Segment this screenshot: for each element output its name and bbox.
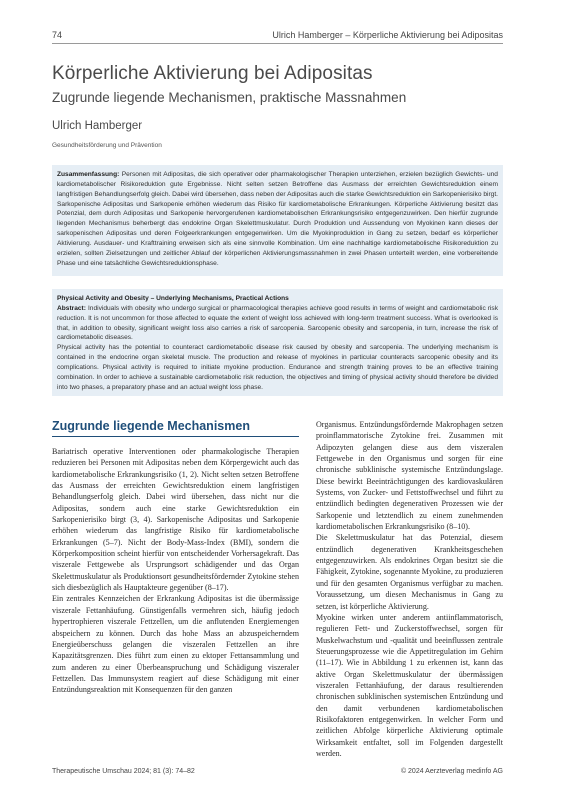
body-column-right (316, 419, 503, 771)
copyright: © 2024 Aerzteverlag medinfo AG (400, 768, 503, 775)
abstract-english-text-2: Physical activity has the potential to counteract cardiometabolic disease risk caused by obesity and sarcopenia. The underlying mechanism is contained in the endocrine organ skeletal muscle. The production and release of myokines in particular counteracts sarcopenic obesity and its complications. Physical activity is required to initiate myokine production. Endurance and strength training proves to be an effective training combination. In order to achieve a sustainable cardiometabolic risk reduction, the objectives and timing of physical activity should therefore be divided into two phases, a preparatory phase and an actual weight loss phase. (57, 344, 498, 391)
body-paragraph: Organismus. Entzündungsfördernde Makrophagen setzen proinflammatorische Zytokine frei. Zusammen mit Adipozyten gelangen diese aus dem viszeralen Fettgewebe in den Organismus und sorgen für eine chronische subklinische systemische Entzündungslage. Diese bewirkt Beeinträchtigungen des kardiovaskulären Systems, von Zucker- und Fettstoffwechsel und führt zu entzündlich bedingten degenerativen Prozessen wie der Sarkopenie und letztendlich zu einem zunehmenden kardiometabolischen Erkrankungsrisiko (8–10). (316, 420, 503, 532)
section-heading: Zugrunde liegende Mechanismen (52, 419, 250, 433)
body-paragraph: Die Skelettmuskulatur hat das Potenzial, diesem entzündlich degenerativen Krankheitsgeschehen entgegenzuwirken. Als endokrines Organ besitzt sie die Fähigkeit, Zytokine, sogenannte Myokine, zu produzieren und für den gesamten Organismus verfügbar zu machen. Voraussetzung, um diesen Mechanismus in Gang zu setzen, ist körperliche Aktivierung. (316, 533, 503, 611)
body-paragraph: Bariatrisch operative Interventionen oder pharmakologische Therapien reduzieren bei Personen mit Adipositas neben dem Körpergewicht auch das kardiometabolische Erkrankungsrisiko (1, 2). Nicht selten setzen Betroffene das Ausmass der erreichten Gewichtsreduktion einem langfristigen Behandlungserfolg gleich. Dabei wird übersehen, dass nicht nur die Adipositas, sondern auch eine starke Gewichtsreduktion ein Sarkopenierisiko birgt (3, 4). Sarkopenische Adipositas und Sarkopenie erhöhen wiederum das langfristige Risiko für kardiometabolische Erkrankungen (5–7). Nicht der Body-Mass-Index (BMI), sondern die Körperkomposition scheint hierfür von entscheidender Vorhersagekraft. Das viszerale Fettgewebe als Ursprungsort schädigender und das Organ Skelettmuskulatur als Produktionsort gesundheitsfördernder Zytokine stehen sich diesbezüglich als Hauptakteure gegenüber (8–17). (52, 447, 299, 593)
body-paragraph: Myokine wirken unter anderem antiinflammatorisch, regulieren Fett- und Zuckerstoffwechsel, sorgen für Muskelwachstum und -qualität und beeinflussen zentrale Steuerungsprozesse wie die Appetitregulation im Gehirn (11–17). Wie in Abbildung 1 zu erkennen ist, kann das aktive Organ Skelettmuskulatur der übermässigen viszeralen Fettanhäufung, der daraus resultierenden chronischen subklinischen systemischen Entzündung und den damit verbundenen kardiometabolischen Risikofaktoren entgegenwirken. In welcher Form und zeitlichen Abfolge körperliche Aktivierung optimale Wirksamkeit entfaltet, soll im Folgenden dargestellt werden. (316, 612, 503, 758)
header-rule (52, 43, 503, 44)
abstract-english-label: Abstract: (57, 304, 86, 312)
abstract-english-text: Individuals with obesity who undergo surgical or pharmacological therapies achieve good results in terms of weight and cardiometabolic risk reduction. It is not uncommon for those affected to equate the extent of weight loss achieved with long-term treatment success. What is overlooked is that, in addition to obesity, significant weight loss also carries a risk of sarcopenia. Sarcopenic obesity and sarcopenia, in turn, increase the risk of cardiometabolic diseases. (57, 304, 498, 342)
article-author: Ulrich Hamberger (52, 120, 143, 132)
abstract-english-title: Physical Activity and Obesity – Underlying Mechanisms, Practical Actions (57, 295, 289, 302)
page-number: 74 (52, 30, 63, 40)
article-title: Körperliche Aktivierung bei Adipositas (52, 63, 373, 84)
abstract-german-label: Zusammenfassung: (57, 171, 120, 178)
body-paragraph: Ein zentrales Kennzeichen der Erkrankung Adipositas ist die übermässige viszerale Fettanhäufung. Günstigenfalls vermehren sich, häufig jedoch hypertrophieren viszerale Fettzellen, um die anflutenden Energiemengen abspeichern zu können. Durch das hohe Mass an abzuspeicherndem Energieüberschuss gelangen die viszeralen Fettzellen an ihre Kapazitätsgrenzen. Dies führt zum einen zu ektoper Fettansammlung und zum anderen zu einer Überbeanspruchung und Schädigung viszeraler Fettzellen. Das Immunsystem reagiert auf diese Schädigung mit einer Entzündungsreaktion mit Konsequenzen für den ganzen (52, 594, 299, 695)
running-title: Ulrich Hamberger – Körperliche Aktivierung bei Adipositas (272, 30, 503, 40)
abstract-english (52, 289, 503, 396)
body-column-left (52, 446, 299, 776)
section-heading-rule (52, 436, 299, 437)
abstract-german (52, 165, 503, 276)
article-subtitle: Zugrunde liegende Mechanismen, praktische Massnahmen (52, 90, 407, 105)
author-affiliation: Gesundheitsförderung und Prävention (52, 142, 162, 149)
journal-citation: Therapeutische Umschau 2024; 81 (3): 74–82 (52, 768, 195, 775)
abstract-german-text: Personen mit Adipositas, die sich operativer oder pharmakologischer Therapien unterziehen, erzielen bezüglich Gewichts- und kardiometabolischer Risikoreduktion gute Ergebnisse. Nicht selten setzen Betroffene das Ausmass der erreichten Gewichtsreduktion einem langfristigen Behandlungserfolg gleich. Dabei wird übersehen, dass neben der Adipositas auch die starke Gewichtsreduktion ein Sarkopenierisiko birgt. Sarkopenische Adipositas und Sarkopenie erhöhen wiederum das Risiko für kardiometabolische Erkrankungen. Körperliche Aktivierung besitzt das Potenzial, dem durch Adipositas und Sarkopenie hervorgerufenen kardiometabolischen Erkrankungsrisiko entgegenzuwirken. Den hierfür zugrunde liegenden Mechanismus beherbergt das endokrine Organ Skelettmuskulatur. Durch Produktion und Aussendung von Myokinen kann dieses der sarkopenischen Adipositas und deren Folgeerkrankungen entgegenwirken. Um die Myokinproduktion in Gang zu setzen, bedarf es körperlicher Aktivierung. Ausdauer- und Krafttraining erweisen sich als eine sinnvolle Kombination. Um eine nachhaltige kardiometabolische Risikoreduktion zu erzielen, sollten Zielsetzungen und zeitlicher Ablauf der körperlichen Aktivierungsmassnahmen in zwei Phasen unterteilt werden, eine vorbereitende Phase und eine tatsächliche Gewichtsreduktionsphase. (57, 171, 498, 267)
